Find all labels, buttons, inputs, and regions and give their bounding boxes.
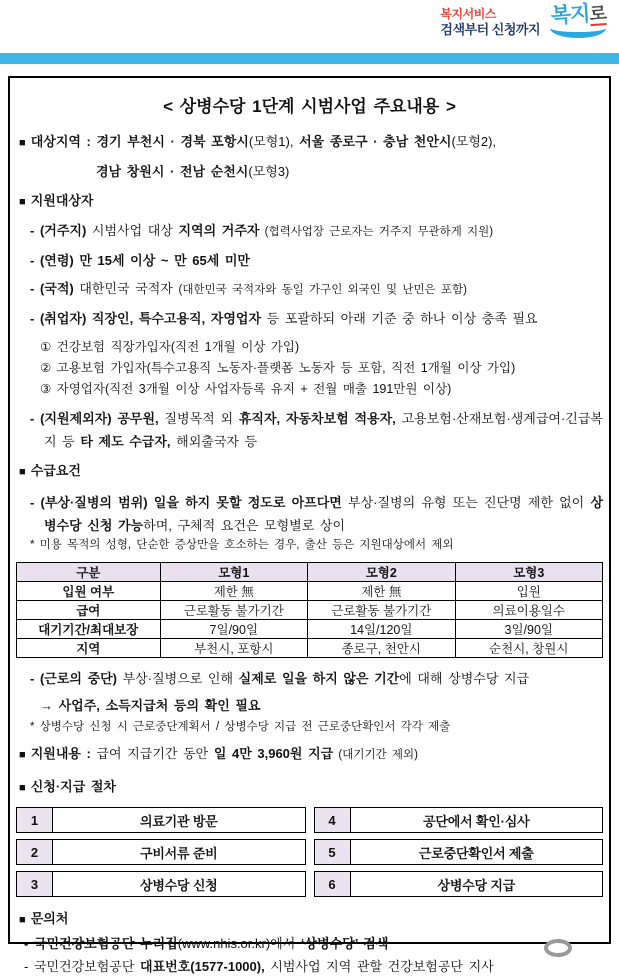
document-box xyxy=(8,76,611,974)
step-label: 상병수당 신청 xyxy=(139,877,218,893)
table-header-row xyxy=(17,563,603,582)
step-number: 6 xyxy=(315,872,351,896)
table-cell: 근로활동 불가기간 xyxy=(160,601,307,620)
section-title-benefit-requirements: ■ 수급요건 xyxy=(19,463,81,478)
procedure-row xyxy=(16,807,603,833)
target-region-line2: 경남 창원시 · 전남 순천시(모형3) xyxy=(96,164,290,179)
target-region-line1: ■ 대상지역 : 경기 부천시 · 경북 포항시(모형1), 서울 종로구 · 충남 천안시(모형2), xyxy=(19,134,497,149)
column-header: 구분 xyxy=(17,563,161,582)
procedure-table xyxy=(16,807,603,897)
section-target-region xyxy=(16,132,603,181)
line-worker: - (취업자) 직장인, 특수고용직, 자영업자 등 포괄하되 아래 기준 중 하나 이상 충족 필요 xyxy=(30,311,538,326)
step-label: 근로중단확인서 제출 xyxy=(418,845,534,861)
procedure-step xyxy=(16,839,306,865)
bokjiro-brand-mark xyxy=(547,2,609,38)
section-title-procedure: ■ 신청·지급 절차 xyxy=(19,779,116,794)
step-number: 3 xyxy=(17,872,53,896)
row-header: 지역 xyxy=(17,639,161,658)
line-condition-3: ③ 자영업자(직전 3개월 이상 사업자등록 유지 + 전월 매출 191만원 이상) xyxy=(40,382,452,396)
contact-line-website: - 국민건강보험공단 누리집(www.nhis.or.kr)에서 ‘상병수당’ 검색 xyxy=(24,936,389,951)
contact-line-phone: - 국민건강보험공단 대표번호(1577-1000), 시범사업 지역 관할 건강보험공단 지사 xyxy=(24,959,494,974)
brand-text xyxy=(550,3,606,29)
table-row xyxy=(17,620,603,639)
line-work-stop-footnote: * 상병수당 신청 시 근로중단계획서 / 상병수당 지급 전 근로중단확인서 각각 제출 xyxy=(30,721,451,733)
line-injury-scope: - (부상·질병의 범위) 일을 하지 못할 정도로 아프다면 부상·질병의 유형 또는 진단명 제한 없이 상병수당 신청 가능하며, 구체적 요건은 모형별로 상이 xyxy=(30,495,603,533)
row-header: 급여 xyxy=(17,601,161,620)
page-header xyxy=(0,0,619,53)
table-cell: 제한 無 xyxy=(308,582,455,601)
brand-text-main: 복지 xyxy=(549,2,590,28)
procedure-step xyxy=(314,807,604,833)
procedure-step xyxy=(16,807,306,833)
table-cell: 14일/120일 xyxy=(308,620,455,639)
line-work-stop-arrow: → 사업주, 소득지급처 등의 확인 필요 xyxy=(40,698,261,713)
step-number: 2 xyxy=(17,840,53,864)
smile-icon xyxy=(550,27,606,38)
bokjiro-logo xyxy=(440,2,609,38)
logo-tagline xyxy=(440,7,540,37)
table-cell: 종로구, 천안시 xyxy=(308,639,455,658)
line-excluded: - (지원제외자) 공무원, 질병목적 외 휴직자, 자동차보험 적용자, 고용보험·산재보험·생계급여·긴급복지 등 타 제도 수급자, 해외출국자 등 xyxy=(30,411,603,449)
procedure-step xyxy=(314,839,604,865)
procedure-row xyxy=(16,871,603,897)
line-condition-2: ② 고용보험 가입자(특수고용직 노동자·플랫폼 노동자 등 포함, 직전 1개월 이상 가입) xyxy=(40,361,516,375)
line-nationality: - (국적) 대한민국 국적자 (대한민국 국적자와 동일 가구인 외국인 및 난민은 포함) xyxy=(30,281,467,296)
procedure-step xyxy=(16,871,306,897)
procedure-row xyxy=(16,839,603,865)
line-work-stop: - (근로의 중단) 부상·질병으로 인해 실제로 일을 하지 않은 기간에 대해 상병수당 지급 xyxy=(30,671,530,686)
bottom-page-curl-decoration xyxy=(544,939,572,957)
section-title-support-target: ■ 지원대상자 xyxy=(19,193,94,208)
step-label: 구비서류 준비 xyxy=(139,845,218,861)
column-header: 모형3 xyxy=(455,563,603,582)
table-cell: 의료이용일수 xyxy=(455,601,603,620)
step-label: 상병수당 지급 xyxy=(437,877,516,893)
table-cell: 7일/90일 xyxy=(160,620,307,639)
step-number: 5 xyxy=(315,840,351,864)
row-header: 입원 여부 xyxy=(17,582,161,601)
logo-tagline-line1: 복지서비스 xyxy=(440,6,496,21)
table-row xyxy=(17,639,603,658)
step-number: 4 xyxy=(315,808,351,832)
section-contact xyxy=(16,909,603,977)
table-cell: 3일/90일 xyxy=(455,620,603,639)
logo-tagline-line2: 검색부터 신청까지 xyxy=(440,21,540,37)
section-title-contact: ■ 문의처 xyxy=(19,911,69,926)
row-header: 대기기간/최대보장 xyxy=(17,620,161,639)
column-header: 모형2 xyxy=(308,563,455,582)
line-residence: - (거주지) 시범사업 대상 지역의 거주자 (협력사업장 근로자는 거주지 무관하게 지원) xyxy=(30,223,494,238)
table-row xyxy=(17,582,603,601)
table-cell: 제한 無 xyxy=(160,582,307,601)
step-number: 1 xyxy=(17,808,53,832)
model-comparison-table xyxy=(16,562,603,658)
step-label: 의료기관 방문 xyxy=(139,813,218,829)
line-age: - (연령) 만 15세 이상 ~ 만 65세 미만 xyxy=(30,253,250,268)
procedure-step xyxy=(314,871,604,897)
line-support-content: ■ 지원내용 : 급여 지급기간 동안 일 4만 3,960원 지급 (대기기간 제외) xyxy=(19,746,418,761)
column-header: 모형1 xyxy=(160,563,307,582)
blue-divider-bar xyxy=(0,53,619,64)
brand-text-tail: 로 xyxy=(588,3,607,25)
table-cell: 순천시, 창원시 xyxy=(455,639,603,658)
table-cell: 입원 xyxy=(455,582,603,601)
step-label: 공단에서 확인·심사 xyxy=(423,813,530,829)
table-cell: 근로활동 불가기간 xyxy=(308,601,455,620)
table-row xyxy=(17,601,603,620)
table-cell: 부천시, 포항시 xyxy=(160,639,307,658)
page-title: < 상병수당 1단계 시범사업 주요내용 > xyxy=(163,97,456,116)
line-condition-1: ① 건강보험 직장가입자(직전 1개월 이상 가입) xyxy=(40,340,300,354)
line-injury-footnote: * 미용 목적의 성형, 단순한 증상만을 호소하는 경우, 출산 등은 지원대상에서 제외 xyxy=(30,539,454,551)
